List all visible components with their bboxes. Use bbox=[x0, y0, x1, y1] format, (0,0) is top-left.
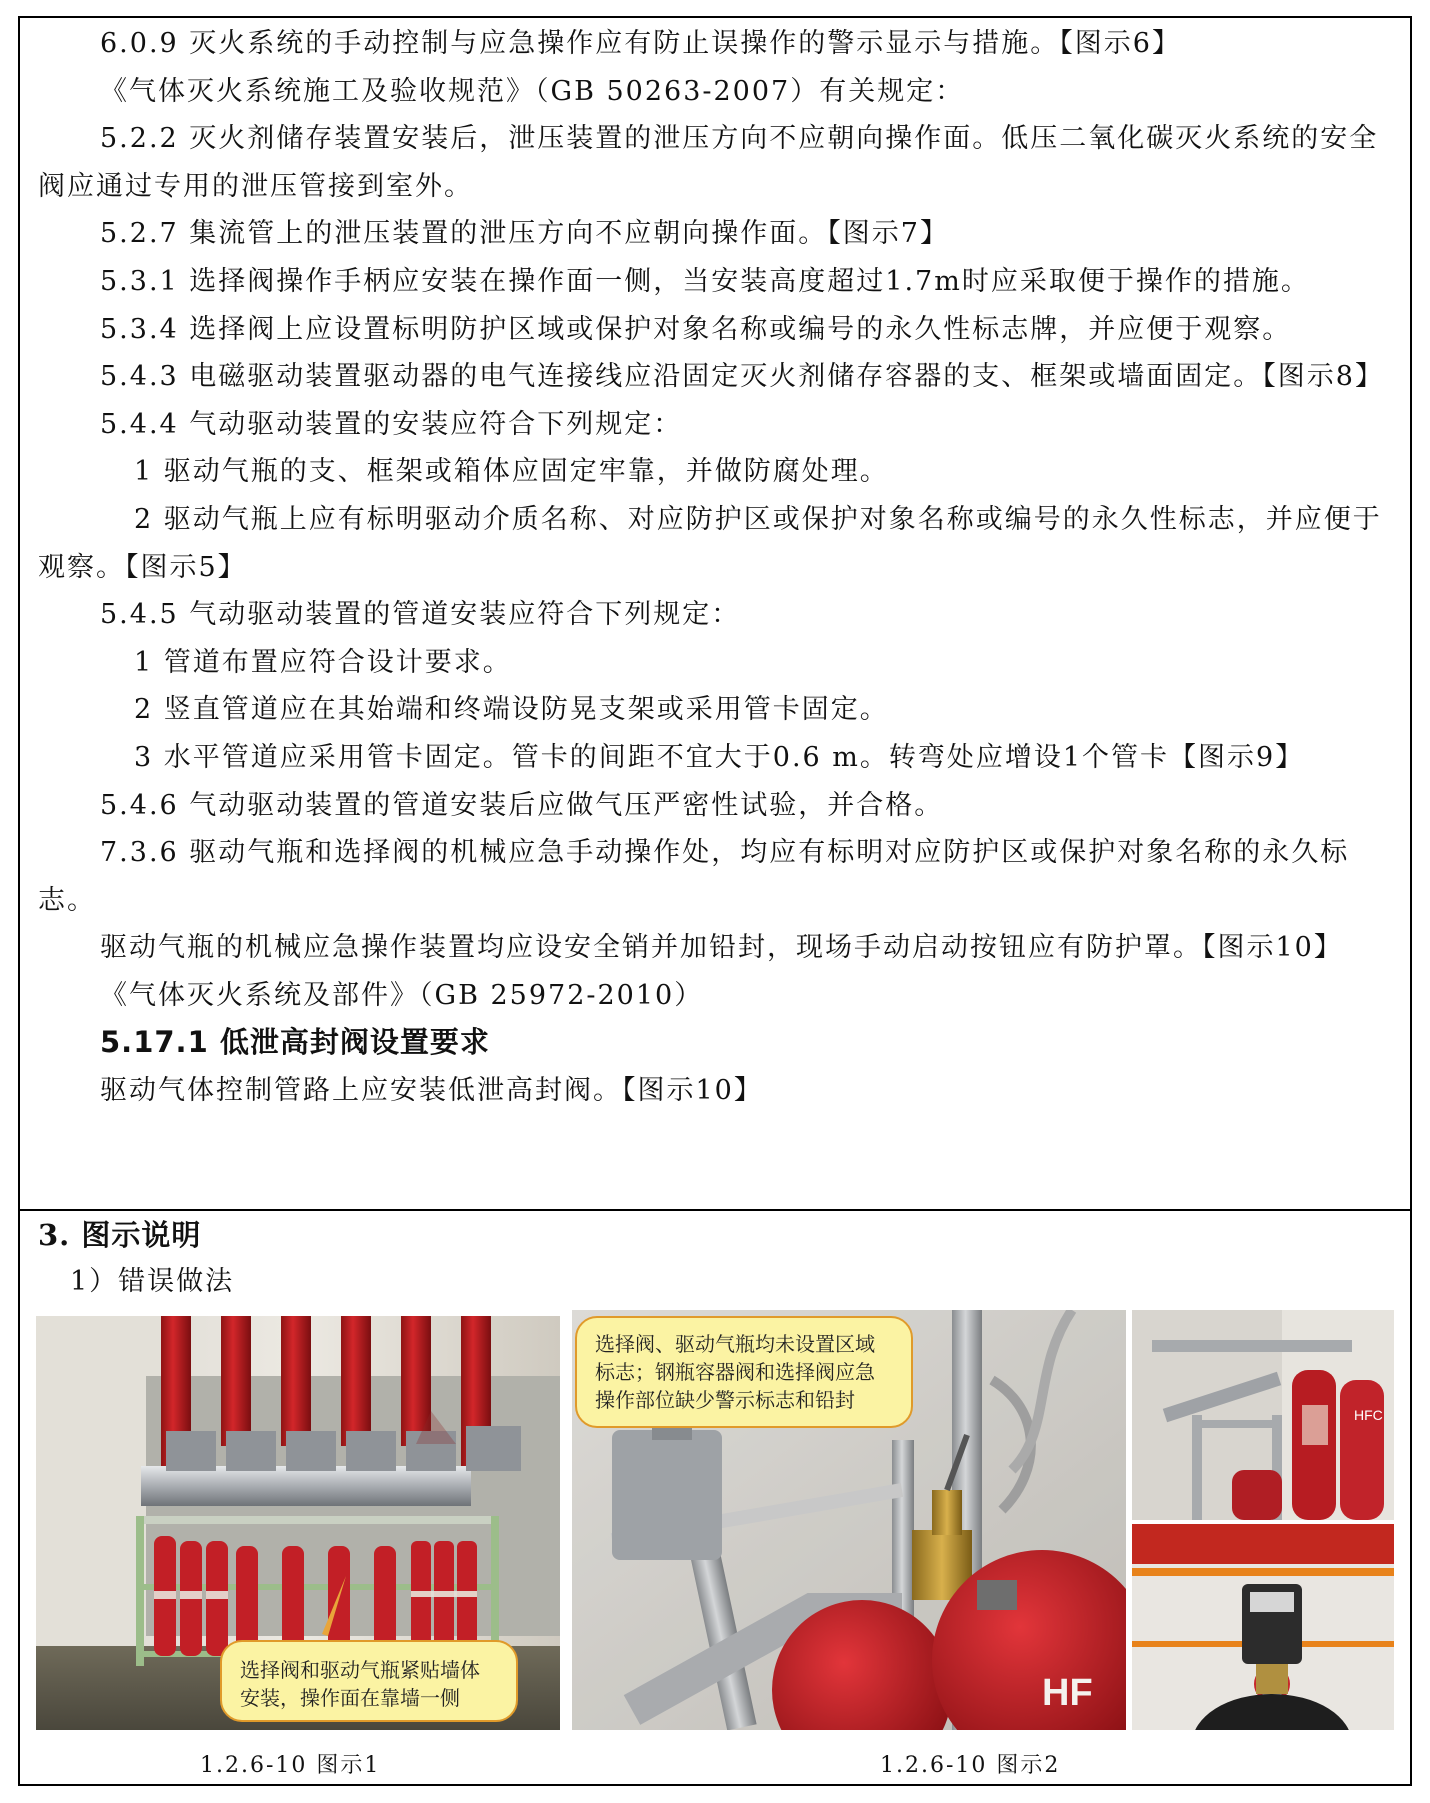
paragraph-16: 7.3.6 驱动气瓶和选择阀的机械应急手动操作处，均应有标明对应防护区或保护对象名称的永久标志。 bbox=[38, 837, 1350, 916]
caption-photo-2: 1.2.6-10 图示2 bbox=[880, 1753, 1061, 1778]
tank-label-2: HFC bbox=[1354, 1407, 1383, 1423]
regulation-text bbox=[38, 20, 1398, 1115]
paragraph-7: 5.4.3 电磁驱动装置驱动器的电气连接线应沿固定灭火剂储存容器的支、框架或墙面固定。【图示8】 bbox=[100, 361, 1384, 393]
paragraph-18: 《气体灭火系统及部件》（GB 25972-2010） bbox=[100, 979, 704, 1011]
paragraph-15: 5.4.6 气动驱动装置的管道安装后应做气压严密性试验，并合格。 bbox=[100, 789, 944, 821]
paragraph-8: 5.4.4 气动驱动装置的安装应符合下列规定： bbox=[100, 408, 683, 440]
paragraph-11: 5.4.5 气动驱动装置的管道安装应符合下列规定： bbox=[100, 599, 741, 631]
paragraph-10: 2 驱动气瓶上应有标明驱动介质名称、对应防护区或保护对象名称或编号的永久性标志，并应便于观察。【图示5】 bbox=[38, 503, 1382, 583]
paragraph-13: 2 竖直管道应在其始端和终端设防晃支架或采用管卡固定。 bbox=[134, 694, 889, 726]
paragraph-2: 《气体灭火系统施工及验收规范》（GB 50263-2007）有关规定： bbox=[100, 75, 965, 107]
paragraph-9: 1 驱动气瓶的支、框架或箱体应固定牢靠，并做防腐处理。 bbox=[134, 456, 889, 488]
paragraph-12: 1 管道布置应符合设计要求。 bbox=[134, 646, 512, 678]
paragraph-4: 5.2.7 集流管上的泄压装置的泄压方向不应朝向操作面。【图示7】 bbox=[100, 218, 949, 250]
paragraph-20: 驱动气体控制管路上应安装低泄高封阀。【图示10】 bbox=[100, 1075, 763, 1107]
section-3-heading: 3. 图示说明 bbox=[38, 1218, 202, 1252]
section-divider bbox=[18, 1209, 1412, 1211]
photo-4-illustration bbox=[1132, 1524, 1394, 1730]
subsection-wrong-practice: 1）错误做法 bbox=[70, 1266, 235, 1297]
callout-photo-1: 选择阀和驱动气瓶紧贴墙体安装，操作面在靠墙一侧 bbox=[220, 1640, 518, 1722]
tank-label: HF bbox=[1042, 1672, 1093, 1714]
photo-4 bbox=[1132, 1524, 1394, 1730]
paragraph-1: 6.0.9 灭火系统的手动控制与应急操作应有防止误操作的警示显示与措施。【图示6】 bbox=[100, 28, 1181, 59]
photo-3-illustration bbox=[1132, 1310, 1394, 1520]
paragraph-17: 驱动气瓶的机械应急操作装置均应设安全销并加铅封，现场手动启动按钮应有防护罩。【图示10】 bbox=[100, 932, 1343, 964]
paragraph-6: 5.3.4 选择阀上应设置标明防护区域或保护对象名称或编号的永久性标志牌，并应便于观察。 bbox=[100, 313, 1292, 345]
callout-photo-2: 选择阀、驱动气瓶均未设置区域标志；钢瓶容器阀和选择阀应急操作部位缺少警示标志和铅封 bbox=[575, 1316, 913, 1428]
caption-photo-1: 1.2.6-10 图示1 bbox=[200, 1753, 381, 1778]
paragraph-3: 5.2.2 灭火剂储存装置安装后，泄压装置的泄压方向不应朝向操作面。低压二氧化碳灭火系统的安全阀应通过专用的泄压管接到室外。 bbox=[38, 123, 1379, 202]
paragraph-14: 3 水平管道应采用管卡固定。管卡的间距不宜大于0.6 m。转弯处应增设1个管卡【图示9】 bbox=[134, 741, 1305, 773]
photo-3 bbox=[1132, 1310, 1394, 1520]
paragraph-19: 5.17.1 低泄高封阀设置要求 bbox=[100, 1025, 490, 1060]
paragraph-5: 5.3.1 选择阀操作手柄应安装在操作面一侧，当安装高度超过1.7m时应采取便于操作的措施。 bbox=[100, 265, 1310, 297]
